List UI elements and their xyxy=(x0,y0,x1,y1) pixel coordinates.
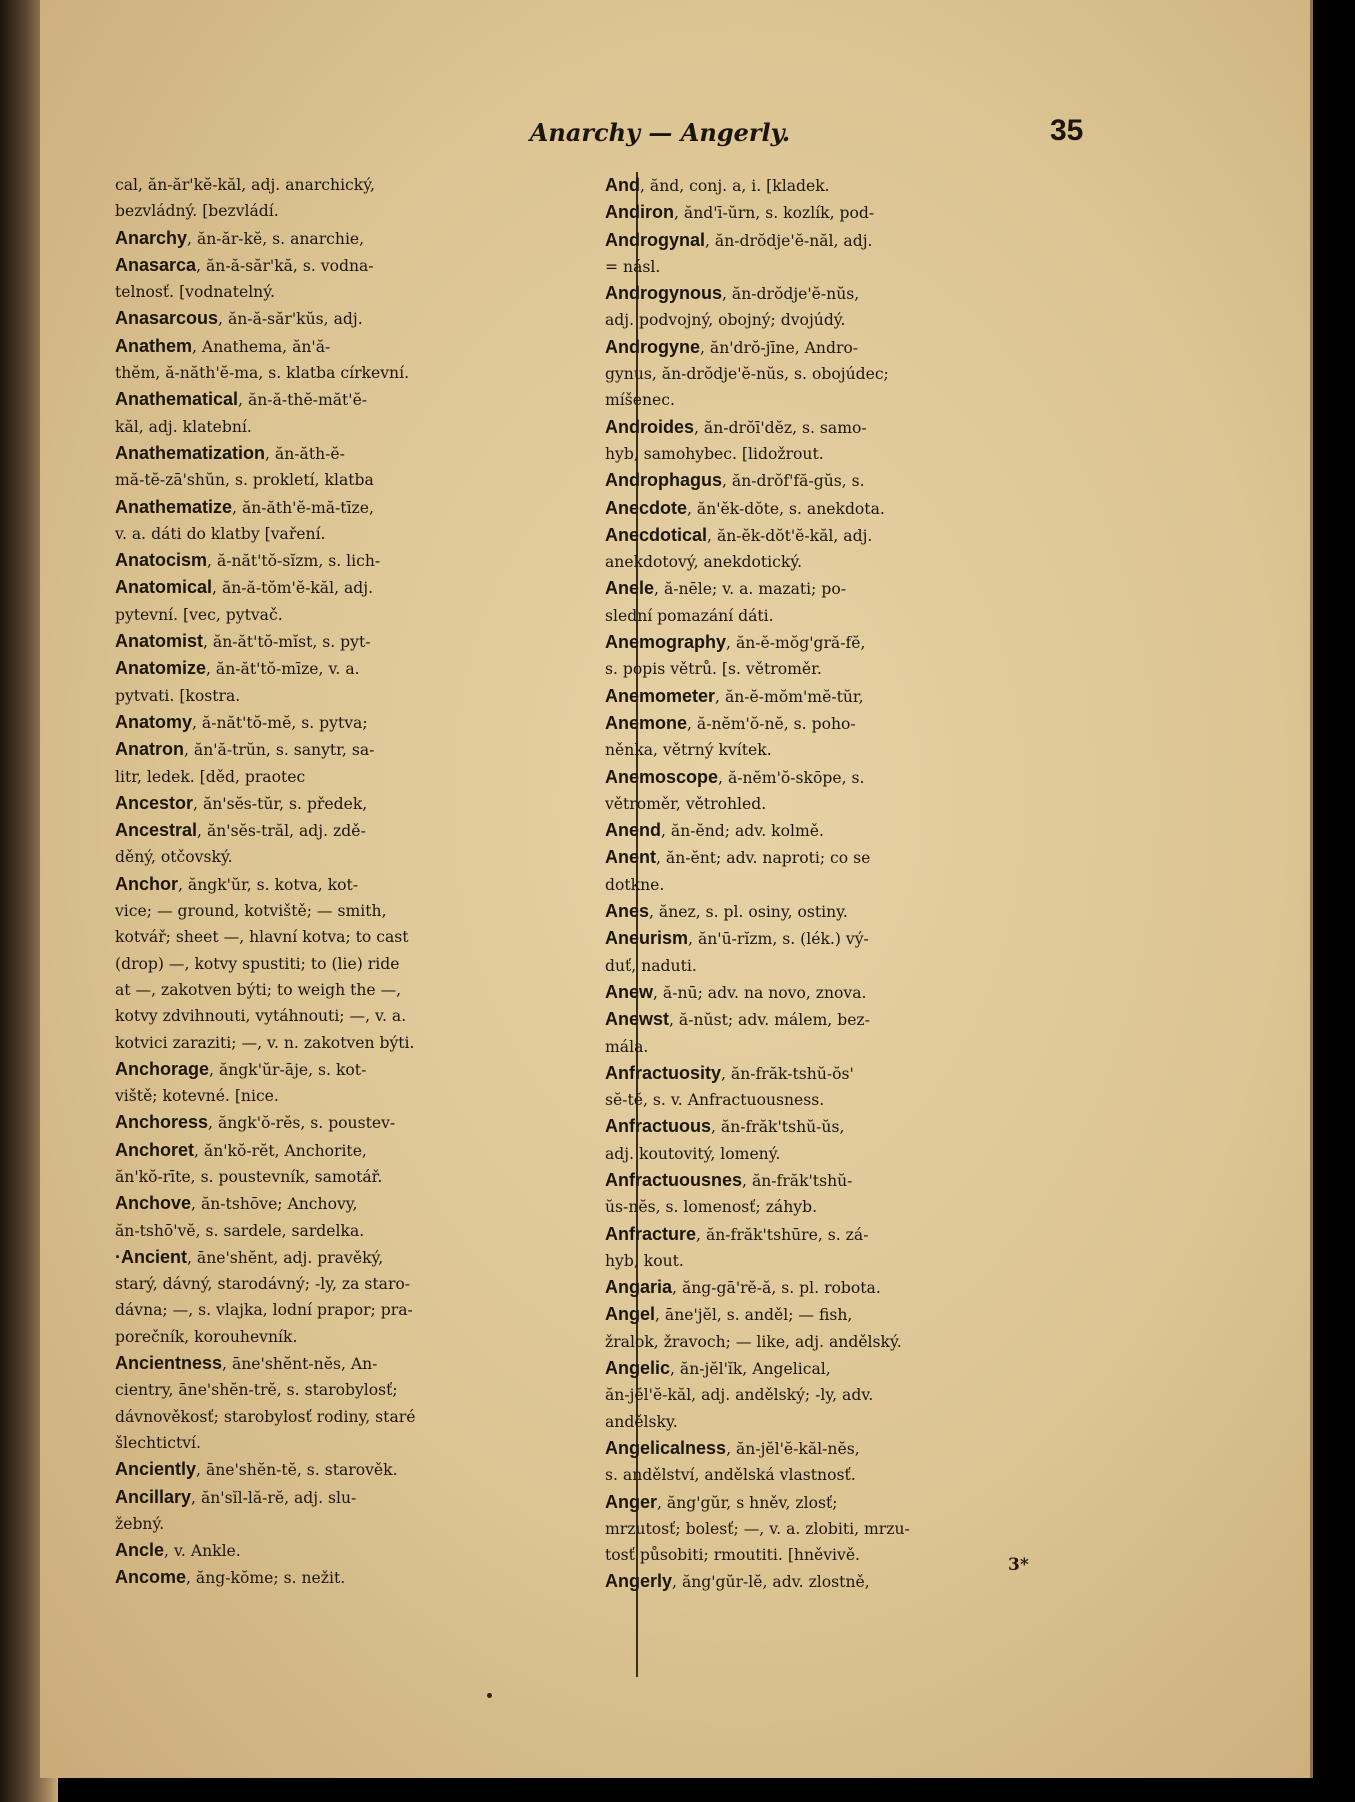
dictionary-line: Anatomize, ăn-ăt'tŏ-mīze, v. a. xyxy=(115,658,360,679)
dictionary-line: bezvládný. [bezvládí. xyxy=(115,202,279,221)
signature-mark: 3* xyxy=(1008,1555,1029,1575)
dictionary-line: mála. xyxy=(605,1037,649,1056)
dictionary-line: Anatomical, ăn-ă-tŏm'ĕ-kăl, adj. xyxy=(115,577,374,598)
dictionary-line: Androgyne, ăn'drŏ-jīne, Andro- xyxy=(605,336,859,357)
right-column xyxy=(605,172,1065,1596)
dictionary-line: Anew, ă-nū; adv. na novo, znova. xyxy=(605,981,867,1002)
dictionary-line: telnosť. [vodnatelný. xyxy=(115,283,275,302)
dictionary-line: kotvy zdvihnouti, vytáhnouti; —, v. a. xyxy=(115,1007,407,1026)
dictionary-line: Anatomy, ă-năt'tŏ-mĕ, s. pytva; xyxy=(115,711,368,732)
dictionary-line: vice; — ground, kotviště; — smith, xyxy=(115,902,387,921)
dictionary-line: Anchor, ăngk'ŭr, s. kotva, kot- xyxy=(115,873,359,894)
dictionary-line: pytvati. [kostra. xyxy=(115,686,241,705)
dictionary-line: žebný. xyxy=(115,1514,165,1533)
dictionary-line: ·Ancient, āne'shĕnt, adj. pravěký, xyxy=(115,1246,384,1267)
dictionary-line: litr, ledek. [děd, praotec xyxy=(115,767,306,786)
dictionary-line: s. andělství, andělská vlastnosť. xyxy=(605,1466,856,1485)
dictionary-line: Aneurism, ăn'ū-rĭzm, s. (lék.) vý- xyxy=(605,928,869,949)
dictionary-line: Anele, ă-nēle; v. a. mazati; po- xyxy=(605,578,846,599)
dictionary-line: větroměr, větrohled. xyxy=(605,794,767,813)
dictionary-line: Anemometer, ăn-ĕ-mŏm'mĕ-tŭr, xyxy=(605,685,864,706)
dictionary-line: anekdotový, anekdotický. xyxy=(605,553,803,572)
dictionary-line: Anchoret, ăn'kŏ-rĕt, Anchorite, xyxy=(115,1139,367,1160)
dictionary-line: thĕm, ă-năth'ĕ-ma, s. klatba církevní. xyxy=(115,364,410,383)
dictionary-line: mă-tĕ-zā'shŭn, s. prokletí, klatba xyxy=(115,471,374,490)
dictionary-line: Anathematize, ăn-ăth'ĕ-mă-tīze, xyxy=(115,496,374,517)
dictionary-line: adj. koutovitý, lomený. xyxy=(605,1144,781,1163)
dictionary-line: ăn-jĕl'ĕ-kăl, adj. andělský; -ly, adv. xyxy=(605,1386,874,1405)
dictionary-line: dávna; —, s. vlajka, lodní prapor; pra- xyxy=(115,1301,413,1320)
dictionary-line: Anathem, Anathema, ăn'ă- xyxy=(115,335,331,356)
dictionary-line: Anatron, ăn'ă-trŭn, s. sanytr, sa- xyxy=(115,739,375,760)
dictionary-line: ŭs-nĕs, s. lomenosť; záhyb. xyxy=(605,1198,818,1217)
dictionary-line: Anchorage, ăngk'ŭr-āje, s. kot- xyxy=(115,1058,367,1079)
dictionary-line: Anger, ăng'gŭr, s hněv, zlosť; xyxy=(605,1491,838,1512)
left-column xyxy=(115,172,590,1592)
dictionary-line: viště; kotevné. [nice. xyxy=(115,1087,279,1106)
dictionary-line: Androphagus, ăn-drŏf'fă-gŭs, s. xyxy=(605,470,865,491)
dictionary-line: gynus, ăn-drŏdje'ĕ-nŭs, s. obojúdec; xyxy=(605,365,889,384)
dictionary-line: Anatocism, ă-năt'tŏ-sĭzm, s. lich- xyxy=(115,550,381,571)
dictionary-line: cal, ăn-ăr'kĕ-kăl, adj. anarchický, xyxy=(115,176,375,194)
page-number: 35 xyxy=(1050,114,1084,147)
dictionary-line: Anfractuosity, ăn-frăk-tshŭ-ŏs' xyxy=(605,1062,854,1083)
dictionary-line: Anemography, ăn-ĕ-mŏg'gră-fĕ, xyxy=(605,632,866,653)
dictionary-line: Androides, ăn-drŏī'dĕz, s. samo- xyxy=(605,416,867,437)
dictionary-line: v. a. dáti do klatby [vaření. xyxy=(115,524,326,543)
dictionary-line: Angaria, ăng-gā'rĕ-ă, s. pl. robota. xyxy=(605,1277,881,1298)
dictionary-line: tosť působiti; rmoutiti. [hněvivě. xyxy=(605,1546,861,1565)
dictionary-line: Anfracture, ăn-frăk'tshūre, s. zá- xyxy=(605,1223,869,1244)
dictionary-line: Ancestor, ăn'sĕs-tŭr, s. předek, xyxy=(115,792,368,813)
dictionary-line: hyb, kout. xyxy=(605,1251,684,1270)
dictionary-line: Anarchy, ăn-ăr-kĕ, s. anarchie, xyxy=(115,227,365,248)
dictionary-line: Anfractuous, ăn-frăk'tshŭ-ŭs, xyxy=(605,1116,845,1137)
dictionary-line: žralok, žravoch; — like, adj. andělský. xyxy=(605,1332,902,1351)
dictionary-line: mrzutosť; bolesť; —, v. a. zlobiti, mrzu- xyxy=(605,1519,910,1538)
dictionary-line: = násl. xyxy=(605,257,661,276)
dictionary-line: Ancestral, ăn'sĕs-trăl, adj. zdě- xyxy=(115,820,366,841)
dictionary-line: šlechtictví. xyxy=(115,1433,202,1452)
dictionary-line: Anewst, ă-nŭst; adv. málem, bez- xyxy=(605,1009,870,1030)
dictionary-line: Anemoscope, ă-nĕm'ŏ-skōpe, s. xyxy=(605,766,865,787)
dictionary-line: porečník, korouhevník. xyxy=(115,1327,298,1346)
dictionary-line: Anatomist, ăn-ăt'tŏ-mĭst, s. pyt- xyxy=(115,631,371,652)
dictionary-line: Anchoress, ăngk'ŏ-rĕs, s. poustev- xyxy=(115,1112,396,1133)
dictionary-line: Anecdote, ăn'ĕk-dŏte, s. anekdota. xyxy=(605,497,885,518)
dictionary-line: Anasarcous, ăn-ă-săr'kŭs, adj. xyxy=(115,308,363,329)
dictionary-line: Androgynal, ăn-drŏdje'ĕ-năl, adj. xyxy=(605,229,873,250)
dictionary-line: Ancome, ăng-kŏme; s. nežit. xyxy=(115,1567,346,1588)
dictionary-line: Anecdotical, ăn-ĕk-dŏt'ĕ-kăl, adj. xyxy=(605,524,873,545)
running-title: Anarchy — Angerly. xyxy=(529,118,791,147)
dictionary-line: starý, dávný, starodávný; -ly, za staro- xyxy=(115,1275,411,1294)
dictionary-line: kotvici zaraziti; —, v. n. zakotven býti. xyxy=(115,1033,415,1052)
dictionary-line: Anfractuousnes, ăn-frăk'tshŭ- xyxy=(605,1169,853,1190)
dictionary-line: dotkne. xyxy=(605,875,665,894)
dictionary-line: Anend, ăn-ĕnd; adv. kolmě. xyxy=(605,820,824,841)
dictionary-line: duť, naduti. xyxy=(605,956,697,975)
dictionary-line: míšenec. xyxy=(605,391,675,410)
dictionary-line: děný, otčovský. xyxy=(115,848,233,867)
paper-speck xyxy=(487,1693,492,1698)
dictionary-line: ăn-tshō'vĕ, s. sardele, sardelka. xyxy=(115,1221,365,1240)
dictionary-line: Ancientness, āne'shĕnt-nĕs, An- xyxy=(115,1353,378,1374)
dictionary-line: Angelicalness, ăn-jĕl'ĕ-kăl-nĕs, xyxy=(605,1437,860,1458)
dictionary-line: kăl, adj. klatební. xyxy=(115,417,252,436)
dictionary-line: s. popis větrů. [s. větroměr. xyxy=(605,660,822,679)
dictionary-line: Angelic, ăn-jĕl'ĭk, Angelical, xyxy=(605,1358,831,1379)
dictionary-line: Androgynous, ăn-drŏdje'ĕ-nŭs, xyxy=(605,283,860,304)
dictionary-line: pytevní. [vec, pytvač. xyxy=(115,605,283,624)
dictionary-line: Anent, ăn-ĕnt; adv. naproti; co se xyxy=(605,847,871,868)
dictionary-line: Anathematization, ăn-ăth-ĕ- xyxy=(115,442,345,463)
dictionary-line: Andiron, ănd'ī-ŭrn, s. kozlík, pod- xyxy=(605,202,875,223)
dictionary-line: hyb, samohybec. [lidožrout. xyxy=(605,444,824,463)
dictionary-line: Anciently, āne'shĕn-tĕ, s. starověk. xyxy=(115,1459,398,1480)
dictionary-line: ăn'kŏ-rīte, s. poustevník, samotář. xyxy=(115,1167,383,1186)
dictionary-line: Anchove, ăn-tshōve; Anchovy, xyxy=(115,1193,358,1214)
dictionary-line: sĕ-tĕ, s. v. Anfractuousness. xyxy=(605,1091,825,1110)
dictionary-line: Angerly, ăng'gŭr-lĕ, adv. zlostně, xyxy=(605,1571,870,1592)
dictionary-line: at —, zakotven býti; to weigh the —, xyxy=(115,980,402,999)
dictionary-line: kotvář; sheet —, hlavní kotva; to cast xyxy=(115,928,409,947)
dictionary-line: Angel, āne'jĕl, s. anděl; — fish, xyxy=(605,1304,853,1325)
dictionary-line: dávnověkosť; starobylosť rodiny, staré xyxy=(115,1407,416,1426)
dictionary-line: Ancle, v. Ankle. xyxy=(115,1540,241,1561)
dictionary-line: Ancillary, ăn'sĭl-lă-rĕ, adj. slu- xyxy=(115,1486,357,1507)
dictionary-line: Anathematical, ăn-ă-thĕ-măt'ĕ- xyxy=(115,389,368,410)
dictionary-line: And, ănd, conj. a, i. [kladek. xyxy=(605,175,830,195)
dictionary-line: Anes, ănez, s. pl. osiny, ostiny. xyxy=(605,901,848,922)
dictionary-line: Anasarca, ăn-ă-săr'kă, s. vodna- xyxy=(115,254,374,275)
dictionary-line: adj. podvojný, obojný; dvojúdý. xyxy=(605,311,846,330)
dictionary-line: Anemone, ă-nĕm'ŏ-nĕ, s. poho- xyxy=(605,712,856,733)
dictionary-line: cientry, āne'shĕn-trĕ, s. starobylosť; xyxy=(115,1381,398,1400)
dictionary-line: slední pomazání dáti. xyxy=(605,606,774,625)
dictionary-line: andělsky. xyxy=(605,1412,678,1431)
dictionary-line: (drop) —, kotvy spustiti; to (lie) ride xyxy=(115,954,400,973)
dictionary-line: něnka, větrný kvítek. xyxy=(605,741,772,760)
